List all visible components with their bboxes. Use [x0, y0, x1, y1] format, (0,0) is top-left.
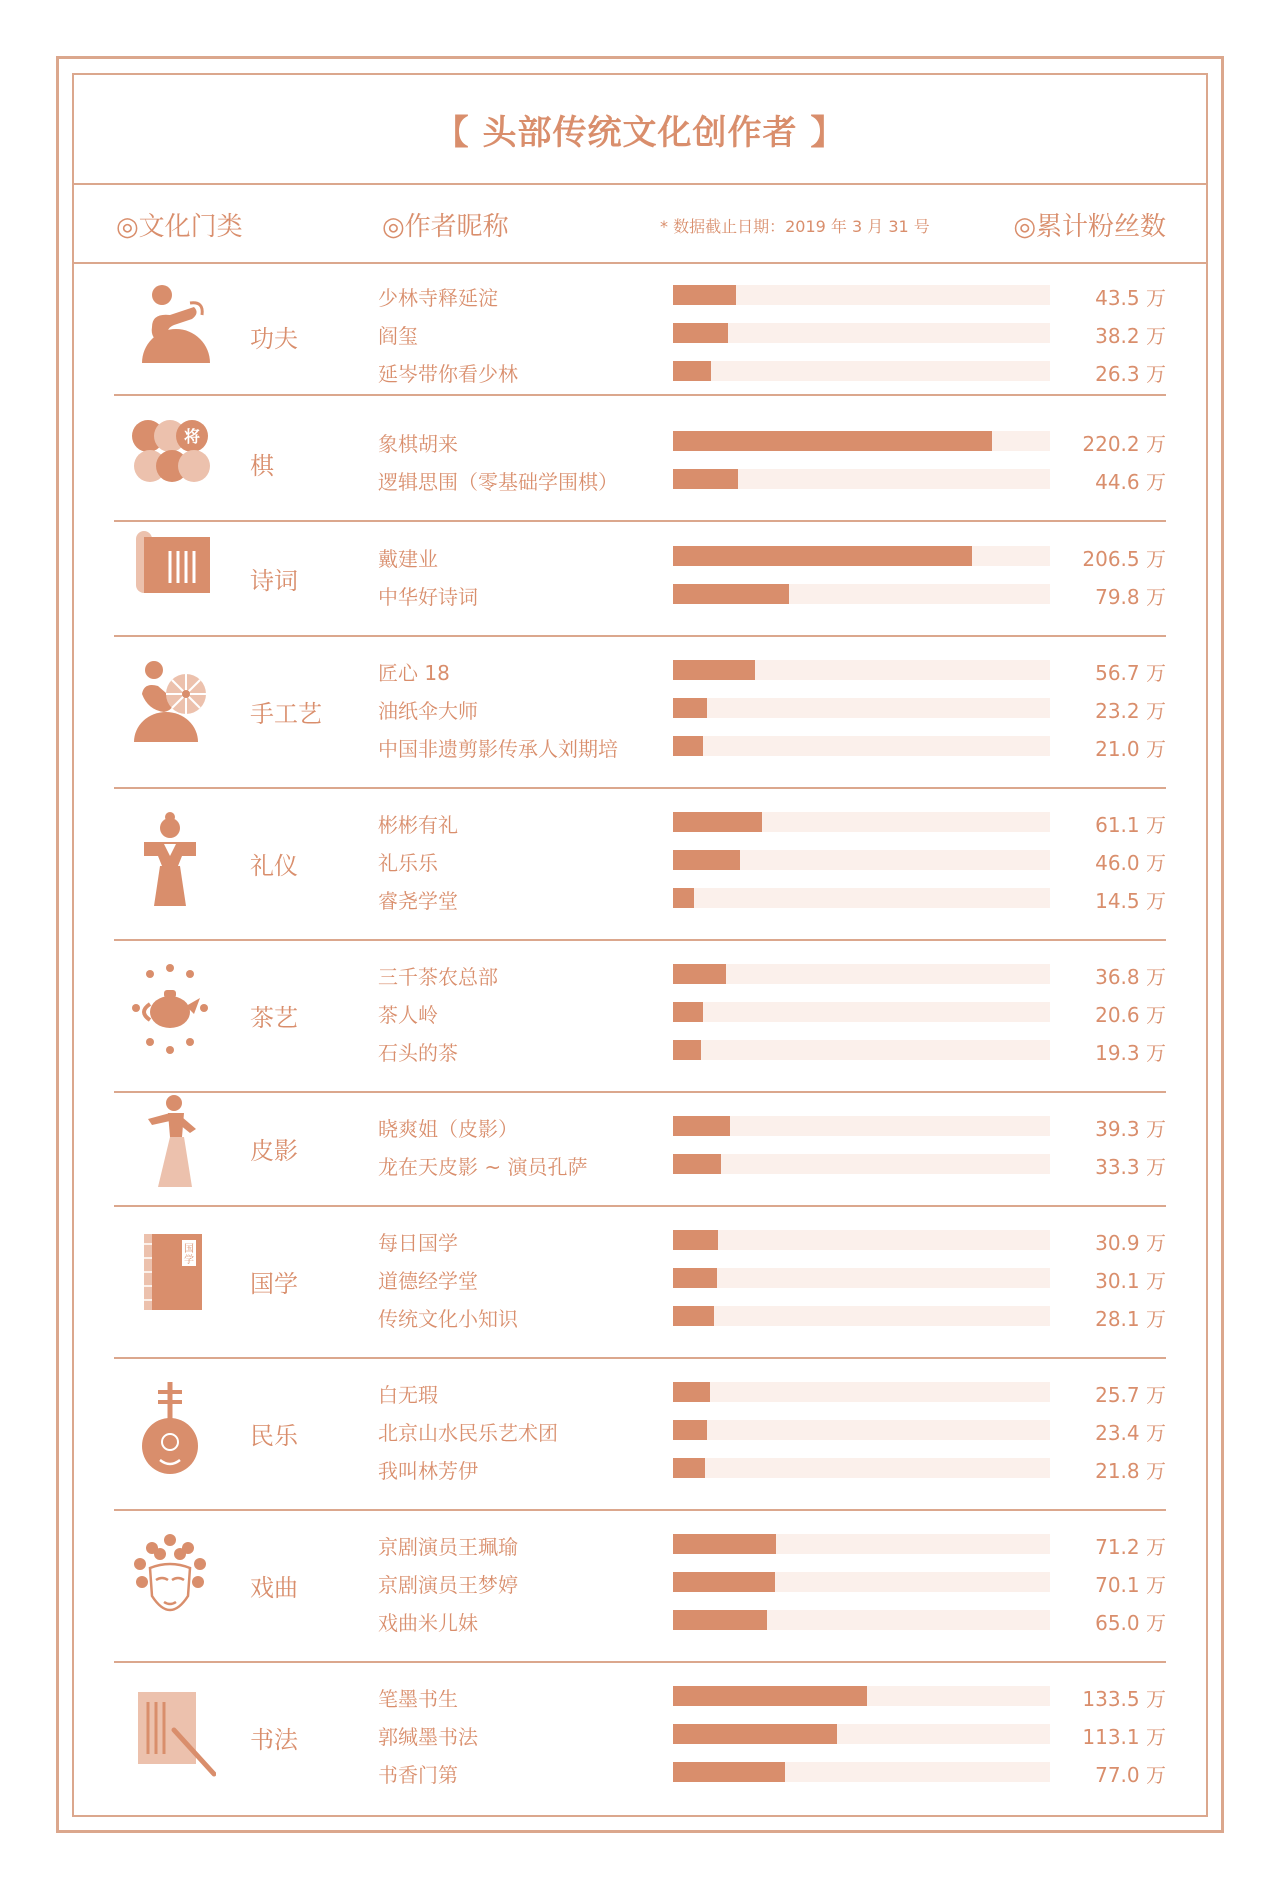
value-label: 79.8 万: [1095, 585, 1166, 609]
bar: [673, 1268, 717, 1288]
pipa-icon: [130, 1380, 216, 1480]
bar-track: [673, 1458, 1050, 1478]
bar-track: [673, 1306, 1050, 1326]
bar-track: [673, 698, 1050, 718]
chess-icon: [130, 410, 216, 510]
group-divider: [114, 1509, 1166, 1511]
author-name: 中华好诗词: [378, 585, 478, 609]
shadow-puppet-icon: [130, 1095, 216, 1195]
calligraphy-icon: [130, 1684, 216, 1784]
author-name: 白无瑕: [378, 1383, 438, 1407]
bar: [673, 1040, 701, 1060]
value-label: 38.2 万: [1095, 324, 1166, 348]
value-label: 39.3 万: [1095, 1117, 1166, 1141]
kungfu-icon: [130, 283, 216, 383]
bar: [673, 1420, 707, 1440]
category-label: 茶艺: [250, 1004, 298, 1032]
value-label: 25.7 万: [1095, 1383, 1166, 1407]
value-label: 21.0 万: [1095, 737, 1166, 761]
teapot-icon: [130, 962, 216, 1062]
group-divider: [114, 1091, 1166, 1093]
author-name: 三千茶农总部: [378, 965, 498, 989]
bar-track: [673, 812, 1050, 832]
bar-track: [673, 888, 1050, 908]
value-label: 26.3 万: [1095, 362, 1166, 386]
group-divider: [114, 1661, 1166, 1663]
author-name: 书香门第: [378, 1763, 458, 1787]
value-label: 43.5 万: [1095, 286, 1166, 310]
header-fans: ◎累计粉丝数: [1013, 212, 1166, 242]
page-title: 【 头部传统文化创作者 】: [434, 112, 846, 153]
category-label: 功夫: [250, 325, 298, 353]
group-divider: [114, 1357, 1166, 1359]
value-label: 19.3 万: [1095, 1041, 1166, 1065]
bar: [673, 660, 755, 680]
bar-track: [673, 1040, 1050, 1060]
value-label: 56.7 万: [1095, 661, 1166, 685]
bar-track: [673, 1268, 1050, 1288]
group-divider: [114, 520, 1166, 522]
svg-text:国: 国: [184, 1244, 194, 1255]
bar: [673, 812, 762, 832]
bar: [673, 323, 728, 343]
author-name: 道德经学堂: [378, 1269, 478, 1293]
bar: [673, 546, 972, 566]
bar-track: [673, 964, 1050, 984]
bar-track: [673, 1002, 1050, 1022]
value-label: 44.6 万: [1095, 470, 1166, 494]
bar-track: [673, 1534, 1050, 1554]
value-label: 133.5 万: [1082, 1687, 1166, 1711]
bar: [673, 1458, 705, 1478]
category-label: 书法: [250, 1726, 298, 1754]
author-name: 礼乐乐: [378, 851, 438, 875]
author-name: 笔墨书生: [378, 1687, 458, 1711]
svg-text:将: 将: [183, 427, 201, 446]
author-name: 延岑带你看少林: [378, 362, 518, 386]
bar: [673, 1306, 714, 1326]
author-name: 郭缄墨书法: [378, 1725, 478, 1749]
bar: [673, 736, 703, 756]
value-label: 77.0 万: [1095, 1763, 1166, 1787]
author-name: 少林寺释延淀: [378, 286, 498, 310]
bar: [673, 1002, 703, 1022]
bar-track: [673, 469, 1050, 489]
category-label: 手工艺: [250, 700, 322, 728]
category-label: 国学: [250, 1270, 298, 1298]
bar: [673, 1572, 775, 1592]
author-name: 京剧演员王珮瑜: [378, 1535, 518, 1559]
bar: [673, 850, 740, 870]
bar: [673, 1762, 785, 1782]
author-name: 阎玺: [378, 324, 418, 348]
bar: [673, 361, 711, 381]
author-name: 象棋胡来: [378, 432, 458, 456]
author-name: 我叫林芳伊: [378, 1459, 478, 1483]
group-divider: [114, 394, 1166, 396]
bar-track: [673, 1762, 1050, 1782]
bar: [673, 964, 726, 984]
bar-track: [673, 584, 1050, 604]
value-label: 113.1 万: [1082, 1725, 1166, 1749]
category-label: 诗词: [250, 567, 298, 595]
group-divider: [114, 787, 1166, 789]
etiquette-icon: [130, 810, 216, 910]
bar: [673, 1724, 837, 1744]
value-label: 46.0 万: [1095, 851, 1166, 875]
value-label: 71.2 万: [1095, 1535, 1166, 1559]
bar: [673, 888, 694, 908]
bar: [673, 469, 738, 489]
title-divider: [72, 183, 1208, 185]
author-name: 龙在天皮影 ~ 演员孔萨: [378, 1155, 588, 1179]
bar-track: [673, 1230, 1050, 1250]
value-label: 65.0 万: [1095, 1611, 1166, 1635]
bar: [673, 1116, 730, 1136]
group-divider: [114, 635, 1166, 637]
svg-text:学: 学: [184, 1255, 194, 1266]
value-label: 23.2 万: [1095, 699, 1166, 723]
header-date-note: * 数据截止日期：2019 年 3 月 31 号: [660, 217, 930, 236]
bar-track: [673, 431, 1050, 451]
bar-track: [673, 361, 1050, 381]
author-name: 晓爽姐（皮影）: [378, 1117, 518, 1141]
category-label: 礼仪: [250, 852, 298, 880]
value-label: 220.2 万: [1082, 432, 1166, 456]
opera-mask-icon: [130, 1532, 216, 1632]
author-name: 彬彬有礼: [378, 813, 458, 837]
author-name: 油纸伞大师: [378, 699, 478, 723]
author-name: 戏曲米儿妹: [378, 1611, 478, 1635]
bar: [673, 1610, 767, 1630]
value-label: 61.1 万: [1095, 813, 1166, 837]
scroll-icon: [130, 525, 216, 625]
header-author: ◎作者昵称: [382, 212, 509, 242]
value-label: 28.1 万: [1095, 1307, 1166, 1331]
bar-track: [673, 850, 1050, 870]
bar: [673, 1382, 710, 1402]
bar-track: [673, 1154, 1050, 1174]
book-icon: [130, 1228, 216, 1328]
author-name: 石头的茶: [378, 1041, 458, 1065]
value-label: 70.1 万: [1095, 1573, 1166, 1597]
bar-track: [673, 1610, 1050, 1630]
category-label: 棋: [250, 452, 274, 480]
author-name: 匠心 18: [378, 661, 450, 685]
bar-track: [673, 285, 1050, 305]
value-label: 23.4 万: [1095, 1421, 1166, 1445]
author-name: 茶人岭: [378, 1003, 438, 1027]
group-divider: [114, 1205, 1166, 1207]
author-name: 中国非遗剪影传承人刘期培: [378, 737, 618, 761]
bar-track: [673, 1572, 1050, 1592]
author-name: 传统文化小知识: [378, 1307, 518, 1331]
value-label: 33.3 万: [1095, 1155, 1166, 1179]
author-name: 每日国学: [378, 1231, 458, 1255]
bar: [673, 1230, 718, 1250]
header-divider: [72, 262, 1208, 264]
bar: [673, 1154, 721, 1174]
bar-track: [673, 323, 1050, 343]
umbrella-icon: [130, 658, 216, 758]
bar: [673, 431, 992, 451]
author-name: 京剧演员王梦婷: [378, 1573, 518, 1597]
author-name: 睿尧学堂: [378, 889, 458, 913]
bar-track: [673, 546, 1050, 566]
value-label: 206.5 万: [1082, 547, 1166, 571]
value-label: 30.1 万: [1095, 1269, 1166, 1293]
group-divider: [114, 939, 1166, 941]
bar-track: [673, 736, 1050, 756]
category-label: 皮影: [250, 1137, 298, 1165]
bar-track: [673, 1116, 1050, 1136]
value-label: 21.8 万: [1095, 1459, 1166, 1483]
bar: [673, 584, 789, 604]
bar-track: [673, 660, 1050, 680]
bar: [673, 285, 736, 305]
bar-track: [673, 1686, 1050, 1706]
category-label: 民乐: [250, 1422, 298, 1450]
bar: [673, 698, 707, 718]
value-label: 36.8 万: [1095, 965, 1166, 989]
author-name: 戴建业: [378, 547, 438, 571]
bar-track: [673, 1420, 1050, 1440]
value-label: 20.6 万: [1095, 1003, 1166, 1027]
header-category: ◎文化门类: [116, 212, 243, 242]
bar-track: [673, 1724, 1050, 1744]
author-name: 北京山水民乐艺术团: [378, 1421, 558, 1445]
value-label: 30.9 万: [1095, 1231, 1166, 1255]
bar: [673, 1686, 867, 1706]
bar: [673, 1534, 776, 1554]
category-label: 戏曲: [250, 1574, 298, 1602]
author-name: 逻辑思围（零基础学围棋）: [378, 470, 618, 494]
bar-track: [673, 1382, 1050, 1402]
value-label: 14.5 万: [1095, 889, 1166, 913]
